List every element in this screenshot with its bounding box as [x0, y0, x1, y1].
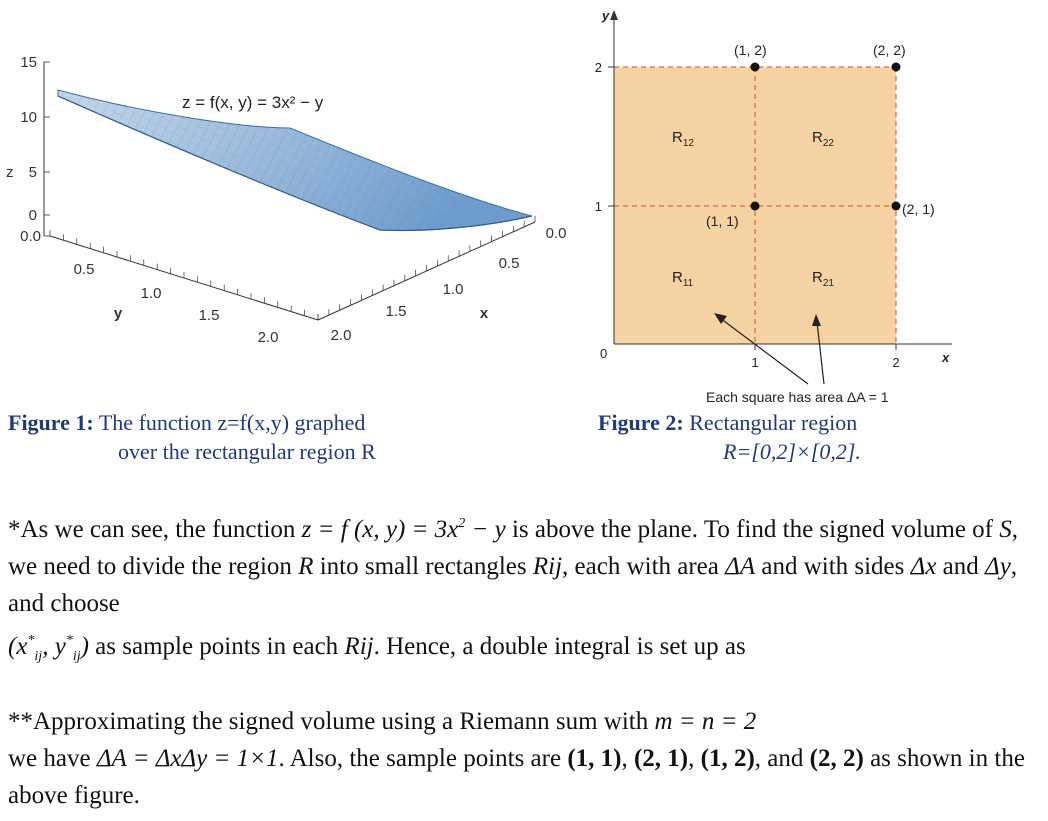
y-tick-10: 1.0 — [140, 285, 162, 302]
explanation-paragraph-1: *As we can see, the function z = f (x, $y) = 3x^2 - y$ is above the plane. To find the signed volume of S, we need to divide the region R into small rectangles Rij, each with area ΔA and with sides Δx and Δy, and choose ($x^*_{ij}$, $y^*_{ij}$) as sample points in each Rij. Hence, a double integral is set up as — [8, 516, 1019, 664]
y-axis — [50, 230, 318, 346]
point-label-2-2: (2, 2) — [873, 42, 906, 58]
figure-2-caption — [598, 408, 1038, 466]
x-axis-title: x — [479, 305, 489, 322]
point-1-1 — [751, 202, 760, 211]
y-tick-1: 1 — [594, 199, 602, 214]
origin-label: 0 — [600, 346, 608, 361]
x-tick-00: 0.0 — [545, 225, 567, 242]
z-tick-10: 10 — [20, 109, 37, 126]
area-annotation: Each square has area ΔA = 1 — [706, 389, 889, 405]
x-axis-title: x — [942, 350, 950, 365]
explanation-paragraph-2: **Approximating the signed volume using a Riemann sum with m = n = 2 we have ΔA = ΔxΔy = 1×1. Also, the sample points are (1, 1), (2, 1), (1, 2), and (2, 2) as shown in the above figure. — [8, 708, 1025, 809]
z-tick-5: 5 — [28, 164, 37, 181]
region-label-r11: $R_{11}$ — [672, 269, 694, 289]
y-tick-15: 1.5 — [198, 307, 220, 324]
z-axis — [6, 54, 50, 245]
z-tick-00: 0.0 — [20, 228, 41, 245]
y-axis-title: y — [113, 305, 123, 322]
figure-2-caption-label: Figure 2: — [598, 410, 684, 435]
surface-equation: z = f(x, y) = 3x² − y — [182, 93, 324, 112]
point-label-1-2: (1, 2) — [734, 42, 767, 58]
y-arrow-icon — [610, 10, 618, 20]
figure-1-caption — [8, 408, 568, 466]
figure-1-caption-line2: over the rectangular region R — [118, 439, 376, 464]
x-tick-15: 1.5 — [385, 303, 407, 320]
point-label-2-1: (2, 1) — [902, 201, 935, 217]
function-formula: z = f (x, $y) = 3x^2 - y$ — [301, 516, 506, 543]
y-tick-2: 2 — [594, 60, 602, 75]
point-2-2 — [892, 63, 901, 72]
z-tick-15: 15 — [20, 54, 37, 71]
y-tick-05: 0.5 — [73, 261, 95, 278]
region-label-r21: $R_{21}$ — [812, 269, 834, 289]
region-label-r12: $R_{12}$ — [672, 129, 694, 149]
figure-2-region-plot — [580, 0, 1048, 410]
figure-2-caption-text: Rectangular region — [689, 410, 858, 435]
x-tick-20: 2.0 — [330, 327, 352, 344]
x-axis — [318, 216, 566, 344]
sample-point-notation: ($x^*_{ij}$, $y^*_{ij}$) — [8, 633, 89, 664]
region-label-r22: $R_{22}$ — [812, 129, 834, 149]
x-tick-2: 2 — [892, 355, 900, 370]
z-axis-title: z — [6, 164, 14, 181]
figure-2-caption-line2: R=[0,2]×[0,2]. — [723, 439, 861, 464]
x-tick-1: 1 — [751, 355, 759, 370]
point-1-2 — [751, 63, 760, 72]
figure-1-surface-plot — [0, 0, 580, 360]
point-2-1 — [892, 202, 901, 211]
figure-1-caption-text: The function z=f(x,y) graphed — [98, 410, 366, 435]
figure-1-caption-label: Figure 1: — [8, 410, 94, 435]
z-tick-0: 0 — [28, 207, 37, 224]
y-axis-title: y — [602, 8, 610, 23]
point-label-1-1: (1, 1) — [706, 213, 739, 229]
y-tick-20: 2.0 — [257, 329, 279, 346]
x-tick-10: 1.0 — [442, 281, 464, 298]
x-tick-05: 0.5 — [498, 255, 520, 272]
